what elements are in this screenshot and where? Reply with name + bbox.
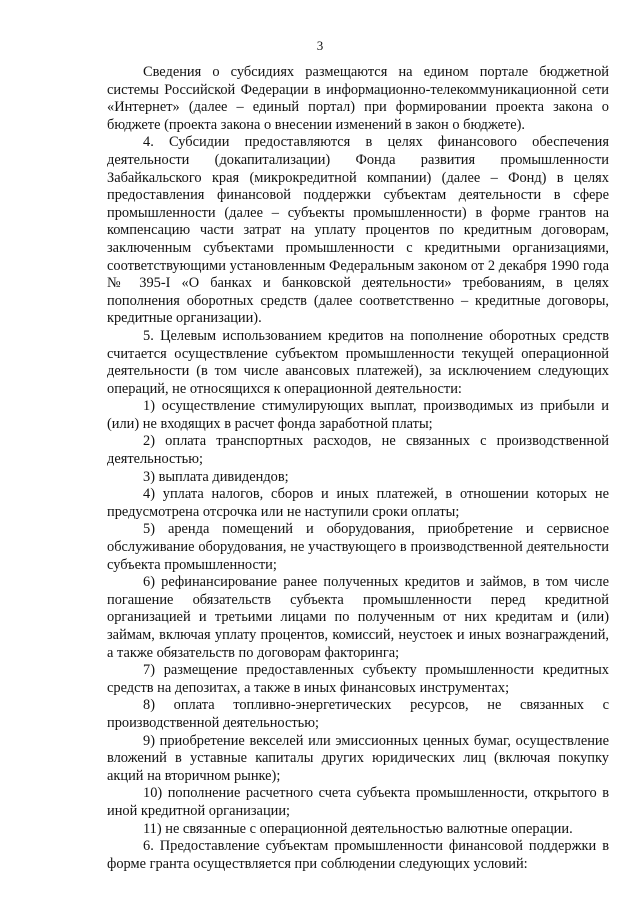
list-item-4: 4) уплата налогов, сборов и иных платежей, в отношении которых не предусмотрена отсрочка или не наступили сроки оплаты; (107, 486, 609, 520)
list-item-3: 3) выплата дивидендов; (143, 468, 289, 485)
list-item-10: 10) пополнение расчетного счета субъекта промышленности, открытого в иной кредитной организации; (107, 785, 609, 819)
document-body (107, 64, 609, 873)
paragraph-item-5: 5. Целевым использованием кредитов на пополнение оборотных средств считается осуществление субъектом промышленности текущей операционной деятельности (в том числе авансовых платежей), за исключением следующих операций, не относящихся к операционной деятельности: (107, 327, 609, 397)
page-number: 3 (316, 38, 324, 53)
list-item-6: 6) рефинансирование ранее полученных кредитов и займов, в том числе погашение обязательств субъекта промышленности перед кредитной организацией и третьими лицами по полученным от них кредитам и (или) займам, включая уплату процентов, комиссий, неустоек и иных вознаграждений, а также обязательств по договорам факторинга; (107, 574, 609, 661)
list-item-1: 1) осуществление стимулирующих выплат, производимых из прибыли и (или) не входящих в расчет фонда заработной платы; (107, 398, 609, 432)
list-item-11: 11) не связанные с операционной деятельностью валютные операции. (143, 820, 573, 837)
paragraph-item-4: 4. Субсидии предоставляются в целях финансового обеспечения деятельности (докапитализации) Фонда развития промышленности Забайкальского края (микрокредитной компании) (далее – Фонд) в целях предоставления финансовой поддержки субъектам деятельности в сфере промышленности (далее – субъекты промышленности) в форме грантов на компенсацию части затрат на уплату процентов по кредитным договорам, заключенным субъектами промышленности с кредитными организациями, соответствующими установленным Федеральным законом от 2 декабря 1990 года № 395-I «О банках и банковской деятельности» требованиям, в целях пополнения оборотных средств (далее соответственно – кредитные договоры, кредитные организации). (107, 134, 609, 327)
list-item-2: 2) оплата транспортных расходов, не связанных с производственной деятельностью; (107, 433, 609, 468)
paragraph-item-6: 6. Предоставление субъектам промышленности финансовой поддержки в форме гранта осуществляется при соблюдении следующих условий: (107, 838, 609, 872)
paragraph-subsidy-info: Сведения о субсидиях размещаются на едином портале бюджетной системы Российской Федерации в информационно-телекоммуникационной сети «Интернет» (далее – единый портал) при формировании проекта закона о бюджете (проекта закона о внесении изменений в закон о бюджете). (107, 64, 609, 133)
list-item-5: 5) аренда помещений и оборудования, приобретение и сервисное обслуживание оборудования, не участвующего в производственной деятельности субъекта промышленности; (107, 521, 609, 573)
list-item-7: 7) размещение предоставленных субъекту промышленности кредитных средств на депозитах, а также в иных финансовых инструментах; (107, 662, 609, 696)
list-item-9: 9) приобретение векселей или эмиссионных ценных бумаг, осуществление вложений в уставные капиталы других юридических лиц (включая покупку акций на вторичном рынке); (107, 732, 609, 784)
list-item-8: 8) оплата топливно-энергетических ресурсов, не связанных с производственной деятельностью; (107, 697, 609, 731)
